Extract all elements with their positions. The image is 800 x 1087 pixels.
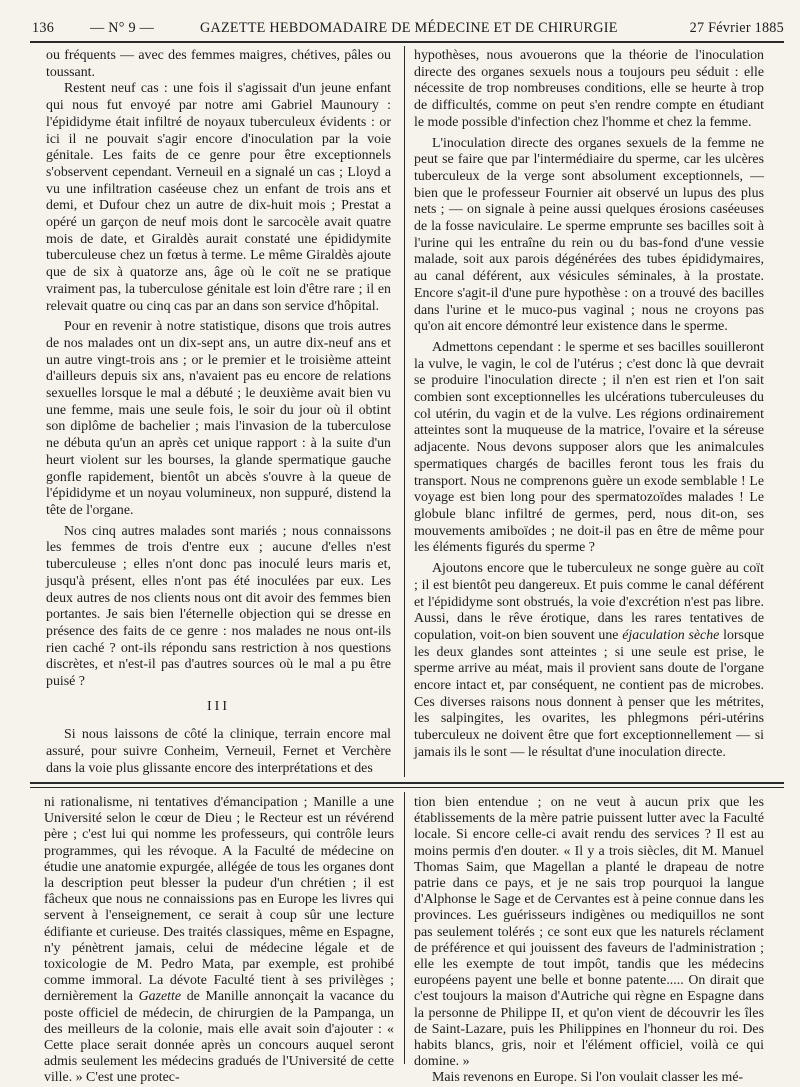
paragraph: ou fréquents — avec des femmes maigres, chétives, pâles ou toussant.	[46, 48, 391, 80]
italic-term: éjaculation sèche	[622, 627, 720, 643]
section-rule-bottom	[30, 787, 784, 788]
paragraph: Admettons cependant : le sperme et ses bacilles souilleront la vulve, le vagin, le col de l'utérus ; c'est donc là que devrait se produire l'inoculation directe ; il n'en est rien et l'on sait combien sont exceptionnelles les ulcérations tuberculeuses du col utérin, du vagin et de la vulve. Les régions ordinairement atteintes sont la muqueuse de la matrice, l'ovaire et la séreuse adjacente. Nous devons supposer alors que les animalcules spermatiques chargés de bacilles feront tous les frais du transport. Nous ne comprenons guère un exode semblable ! Le voyage est bien long pour des spermatozoïdes malades ! Le globule blanc infiltré de germes, perd, nous dit-on, ses mouvements amiboïdes ; ne doit-il pas en être de même pour les éléments figurés du sperme ?	[414, 339, 764, 556]
paragraph: Restent neuf cas : une fois il s'agissait d'un jeune enfant qui nous fut envoyé par notre ami Gabriel Maunoury : l'épididyme était infiltré de noyaux tuberculeux évidents : or ici il ne pouvait s'agir encore d'inoculation par la voie génitale. Les faits de ce genre pour être exceptionnels s'observent cependant. Verneuil en a signalé un cas ; Lloyd a vu une infiltration caséeuse chez un enfant de trois ans et demi, et Dufour chez un autre de dix-huit mois ; Prestat a opéré un garçon de neuf mois dont le sarcocèle avait quatre mois de date, et Giraldès aurait constaté une épididymite tuberculeuse chez un fœtus à terme. Le même Giraldès ajoute que de six à quatorze ans, âge où le coït ne se pratique vraiment pas, la tuberculose génitale est loin d'être rare ; il en relevait quatre ou cinq cas par an dans son service d'hôpital.	[46, 81, 391, 314]
running-header	[32, 20, 784, 40]
issue-date: 27 Février 1885	[689, 20, 784, 36]
paragraph: tion bien entendue ; on ne veut à aucun prix que les établissements de la mère patrie puissent lutter avec la Faculté locale. Si encore celle-ci avait rendu des services ? Il est au moins permis d'en douter. « Il y a trois siècles, dit M. Manuel Thomas Saim, que Magellan a planté le drapeau de notre patrie dans ce pays, et je ne sais trop pourquoi la langue d'Alphonse le Sage et de Cervantes est à peine connue dans les provinces. Les guérisseurs indigènes ou mediquillos ne sont pas seulement tolérés ; ce sont eux que les naturels réclament de préférence et qui jouissent des faveurs de l'administration ; elle les exempte de tout impôt, tandis que les médecins européens payent une belle et bonne patente..... On dirait que c'est toujours la maison d'Autriche qui règne en Espagne dans la personne de Philippe II, et qu'on vient de découvrir les îles de Saint-Lazare, puis les Philippines en l'honneur du roi. Des habits blancs, gris, noir et l'élément officiel, voilà ce qui domine. »	[414, 795, 764, 1070]
top-left-column	[46, 48, 391, 776]
italic-term: Gazette	[138, 989, 182, 1005]
paragraph: Si nous laissons de côté la clinique, terrain encore mal assuré, pour suivre Conheim, Verneuil, Fernet et Verchère dans la voie plus glissante encore des interprétations et des	[46, 727, 391, 776]
page-number: 136	[32, 20, 55, 36]
paragraph: ni rationalisme, ni tentatives d'émancipation ; Manille a une Université selon le cœur de Dieu ; le Recteur est un révérend père ; c'est lui qui nomme les professeurs, qui contrôle leurs programmes, qui les révoque. A la Faculté de médecine on étudie une anatomie expurgée, allégée de tous les organes dont la description peut blesser la pudeur d'un chrétien ; il est fâcheux que nous ne connaissions pas en Europe les livres qui servent à l'enseignement, ce serait à coup sûr une lecture édifiante et curieuse. Des traités classiques, même en Espagne, n'y pénètrent jamais, celui de médecine légale et de toxicologie de M. Pedro Mata, par exemple, est prohibé comme immoral. La dévote Faculté tient à ses privilèges ; dernièrement la Gazette de Manille annonçait la vacance du poste officiel de médecin, de chirurgien de la Pampanga, un des meilleurs de la colonie, mais elle avait soin d'ajouter : « Cette place serait donnée après un concours auquel seront admis seulement les médecins gradués de l'Université de cette ville. » C'est une protec-	[44, 795, 394, 1086]
paragraph: Mais revenons en Europe. Si l'on voulait classer les mé-	[432, 1070, 744, 1086]
column-divider	[404, 792, 405, 1064]
paragraph: L'inoculation directe des organes sexuels de la femme ne peut se faire que par l'intermédiaire du sperme, car les ulcères tuberculeux de la verge sont absolument exceptionnels, — bien que le professeur Fournier ait observé un lupus des plus nets ; — on signale à peine aussi quelques érosions caséeuses de la fosse naviculaire. Le sperme emprunte ses bacilles soit à l'urine qui les entraîne du rein ou du bas-fond d'une vessie malade, soit aux parois dégénérées des tubes épididymaires, au canal déférent, aux vésicules séminales, à la prostate. Encore s'agit-il d'une pure hypothèse : on a trouvé des bacilles dans l'urine et le muco-pus vaginal ; nous ne croyons pas qu'on ait encore démontré leur existence dans le sperme.	[414, 135, 764, 335]
paragraph: Ajoutons encore que le tuberculeux ne songe guère au coït ; il est bientôt peu dangereux. Et puis comme le canal déférent et l'épididyme sont obstrués, la voie d'excrétion n'est pas libre. Aussi, dans le rêve érotique, dans les rares tentatives de copulation, voit-on bien souvent une éjaculation sèche lorsque les deux glandes sont atteintes ; si une seule est prise, le sperme arrive au méat, mais il provient sans doute de l'organe encore intact et, par conséquent, ne contient pas de microbes. Ces diverses raisons nous donnent à penser que les métrites, les salpingites, les ovarites, les phlegmons péri-utérins tuberculeux ne doivent être que fort exceptionnellement — si jamais ils le sont — le résultat d'une inoculation directe.	[414, 561, 764, 760]
paragraph: hypothèses, nous avouerons que la théorie de l'inoculation directe des organes sexuels nous a toujours peu séduit : elle nécessite de trop nombreuses conditions, elle se heurte à trop de difficultés, comme on peut s'en rendre compte en étudiant le mode possible d'infection chez l'homme et chez la femme.	[414, 48, 764, 130]
header-rule	[30, 41, 784, 43]
section-rule-top	[30, 782, 784, 784]
section-number: III	[207, 698, 230, 714]
bottom-left-column	[44, 795, 394, 1086]
paragraph: Pour en revenir à notre statistique, disons que trois autres de nos malades ont un dix-sept ans, un autre dix-neuf ans et un autre vingt-trois ans ; or le premier et le troisième atteint d'ailleurs depuis six ans, n'avaient pas eu encore de relations sexuelles lorsque le mal a débuté ; le deuxième avait bien vu une femme, mais une seule fois, le soir du jour où il obtint son diplôme de bachelier ; mais l'invasion de la tuberculose ne débuta qu'un an après cet unique rapport : à la suite d'un heurt violent sur les bourses, la glande spermatique gauche gonfle rapidement, bientôt un abcès s'ouvre à la queue de l'épididyme et un noyau volumineux, non suppuré, distend la tête de l'organe.	[46, 319, 391, 518]
bottom-right-column	[414, 795, 764, 1086]
paragraph: Nos cinq autres malades sont mariés ; nous connaissons les femmes de trois d'entre eux ; aucune d'elles n'est tuberculeuse ; elles n'ont donc pas inoculé leurs maris et, jusqu'à présent, elles n'ont pas été inoculées par eux. Les deux autres de nos clients nous ont dit avoir des femmes bien portantes. Je sais bien l'éternelle objection qui se dresse en présence des faits de ce genre : nos malades ne nous ont-ils rien caché ? ont-ils répondu sans restriction à nos questions discrètes, et n'est-il pas d'autres sources où le mal a pu être puisé ?	[46, 523, 391, 690]
journal-title: GAZETTE HEBDOMADAIRE DE MÉDECINE ET DE CHIRURGIE	[200, 20, 618, 36]
column-divider	[404, 46, 405, 777]
top-right-column	[414, 48, 764, 776]
issue-number: — N° 9 —	[90, 20, 155, 36]
